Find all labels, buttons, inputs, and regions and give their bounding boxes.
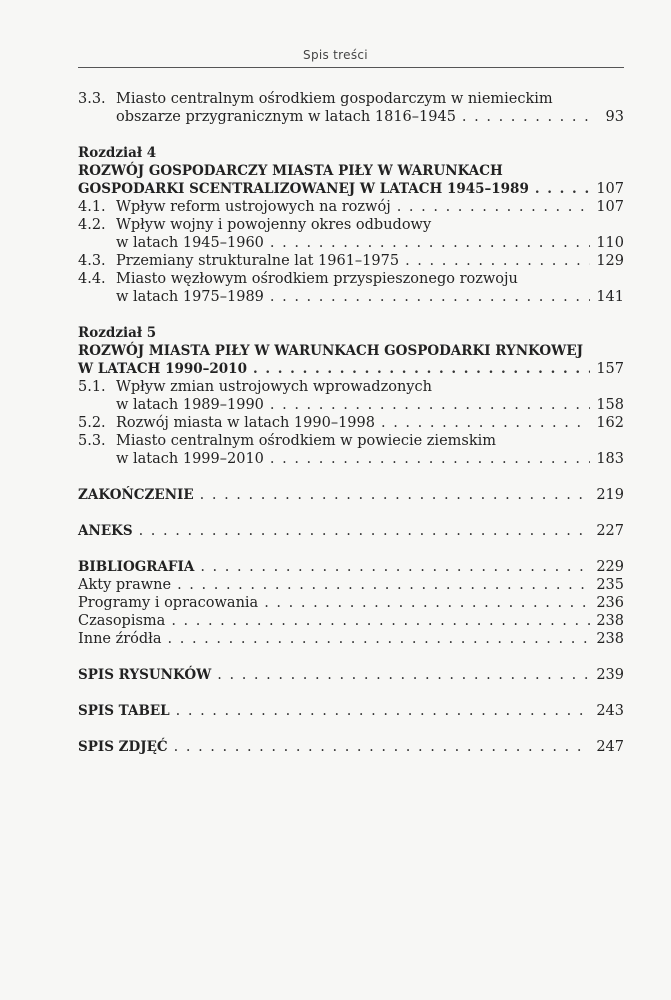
dot-leader	[462, 108, 592, 126]
toc-entry-3-3[interactable]	[78, 90, 624, 108]
section-number: 4.3.	[78, 253, 106, 269]
dot-leader	[168, 630, 591, 648]
dot-leader	[535, 180, 590, 198]
page-number: 107	[596, 181, 624, 197]
section-number: 4.4.	[78, 271, 106, 287]
dot-leader	[217, 666, 590, 684]
chapter-title-line: ROZWÓJ GOSPODARCZY MIASTA PIŁY W WARUNKACH	[78, 163, 503, 179]
toc-entry-akty-prawne[interactable]	[78, 576, 624, 594]
toc-entry-4-2-cont[interactable]	[78, 234, 624, 252]
section-title-line: Wpływ zmian ustrojowych wprowadzonych	[116, 379, 432, 395]
page-number: 157	[596, 361, 624, 377]
dot-leader	[171, 612, 590, 630]
dot-leader	[270, 396, 590, 414]
entry-title: Inne źródła	[78, 631, 162, 647]
dot-leader	[270, 288, 590, 306]
dot-leader	[405, 252, 590, 270]
chapter-label: Rozdział 4	[78, 145, 157, 161]
dot-leader	[270, 234, 590, 252]
dot-leader	[177, 576, 590, 594]
section-title-line: Wpływ reform ustrojowych na rozwój	[116, 199, 391, 215]
toc-entry-spis-zdjec[interactable]	[78, 738, 624, 756]
entry-title: Czasopisma	[78, 613, 166, 629]
toc-entry-czasopisma[interactable]	[78, 612, 624, 630]
page-number: 236	[596, 595, 624, 611]
chapter-label: Rozdział 5	[78, 325, 157, 341]
toc-entry-5-2[interactable]	[78, 414, 624, 432]
chapter-4-title-cont[interactable]	[78, 180, 624, 198]
entry-title: ANEKS	[78, 523, 133, 539]
entry-title: Akty prawne	[78, 577, 172, 593]
dot-leader	[270, 450, 590, 468]
dot-leader	[381, 414, 590, 432]
toc-entry-5-3-cont[interactable]	[78, 450, 624, 468]
chapter-title-line: W LATACH 1990–2010	[78, 361, 247, 377]
section-title-line: w latach 1999–2010	[116, 451, 264, 467]
toc-entry-inne-zrodla[interactable]	[78, 630, 624, 648]
section-number: 5.1.	[78, 379, 106, 395]
page-number: 235	[596, 577, 624, 593]
section-title-line: Rozwój miasta w latach 1990–1998	[116, 415, 375, 431]
section-title-line: Wpływ wojny i powojenny okres odbudowy	[116, 217, 432, 233]
toc-entry-4-4[interactable]	[78, 270, 624, 288]
page-number: 93	[605, 109, 624, 125]
chapter-title-line: ROZWÓJ MIASTA PIŁY W WARUNKACH GOSPODARKI RYNKOWEJ	[78, 343, 584, 359]
page-number: 110	[596, 235, 624, 251]
entry-title: ZAKOŃCZENIE	[78, 487, 194, 503]
page-number: 162	[596, 415, 624, 431]
table-of-contents	[78, 90, 624, 756]
toc-entry-zakonczenie[interactable]	[78, 486, 624, 504]
chapter-4-title[interactable]	[78, 162, 624, 180]
page-number: 239	[596, 667, 624, 683]
section-title-line: Miasto węzłowym ośrodkiem przyspieszonego rozwoju	[116, 271, 518, 287]
toc-entry-aneks[interactable]	[78, 522, 624, 540]
toc-entry-bibliografia[interactable]	[78, 558, 624, 576]
page-number: 107	[596, 199, 624, 215]
page-number: 141	[596, 289, 624, 305]
page-number: 247	[596, 739, 624, 755]
section-number: 5.2.	[78, 415, 106, 431]
chapter-5-title-cont[interactable]	[78, 360, 624, 378]
page-number: 183	[596, 451, 624, 467]
section-number: 3.3.	[78, 91, 106, 107]
dot-leader	[200, 486, 591, 504]
toc-entry-5-1-cont[interactable]	[78, 396, 624, 414]
section-number: 4.2.	[78, 217, 106, 233]
page-number: 238	[596, 631, 624, 647]
section-number: 4.1.	[78, 199, 106, 215]
entry-title: SPIS ZDJĘĆ	[78, 739, 168, 755]
page-number: 229	[596, 559, 624, 575]
toc-entry-3-3-cont[interactable]	[78, 108, 624, 126]
dot-leader	[176, 702, 591, 720]
toc-entry-4-4-cont[interactable]	[78, 288, 624, 306]
toc-entry-4-2[interactable]	[78, 216, 624, 234]
dot-leader	[253, 360, 590, 378]
page-number: 238	[596, 613, 624, 629]
entry-title: SPIS TABEL	[78, 703, 170, 719]
toc-entry-4-3[interactable]	[78, 252, 624, 270]
entry-title: Programy i opracowania	[78, 595, 259, 611]
running-head: Spis treści	[303, 48, 368, 62]
header-rule	[78, 67, 624, 68]
section-title-line: obszarze przygranicznym w latach 1816–1945	[116, 109, 456, 125]
section-title-line: Przemiany strukturalne lat 1961–1975	[116, 253, 400, 269]
chapter-5-title[interactable]	[78, 342, 624, 360]
section-title-line: w latach 1945–1960	[116, 235, 264, 251]
section-number: 5.3.	[78, 433, 106, 449]
dot-leader	[139, 522, 591, 540]
dot-leader	[200, 558, 590, 576]
page-number: 243	[596, 703, 624, 719]
toc-entry-programy[interactable]	[78, 594, 624, 612]
toc-entry-spis-tabel[interactable]	[78, 702, 624, 720]
entry-title: BIBLIOGRAFIA	[78, 559, 195, 575]
section-title-line: Miasto centralnym ośrodkiem w powiecie ziemskim	[116, 433, 497, 449]
page-number: 219	[596, 487, 624, 503]
page-number: 227	[596, 523, 624, 539]
dot-leader	[397, 198, 591, 216]
section-title-line: Miasto centralnym ośrodkiem gospodarczym w niemieckim	[116, 91, 553, 107]
toc-entry-5-1[interactable]	[78, 378, 624, 396]
page-number: 129	[596, 253, 624, 269]
dot-leader	[264, 594, 590, 612]
chapter-title-line: GOSPODARKI SCENTRALIZOWANEJ W LATACH 1945–1989	[78, 181, 529, 197]
toc-entry-spis-rysunkow[interactable]	[78, 666, 624, 684]
page-number: 158	[596, 397, 624, 413]
toc-entry-4-1[interactable]	[78, 198, 624, 216]
entry-title: SPIS RYSUNKÓW	[78, 667, 212, 683]
section-title-line: w latach 1975–1989	[116, 289, 264, 305]
section-title-line: w latach 1989–1990	[116, 397, 264, 413]
toc-entry-5-3[interactable]	[78, 432, 624, 450]
dot-leader	[174, 738, 591, 756]
